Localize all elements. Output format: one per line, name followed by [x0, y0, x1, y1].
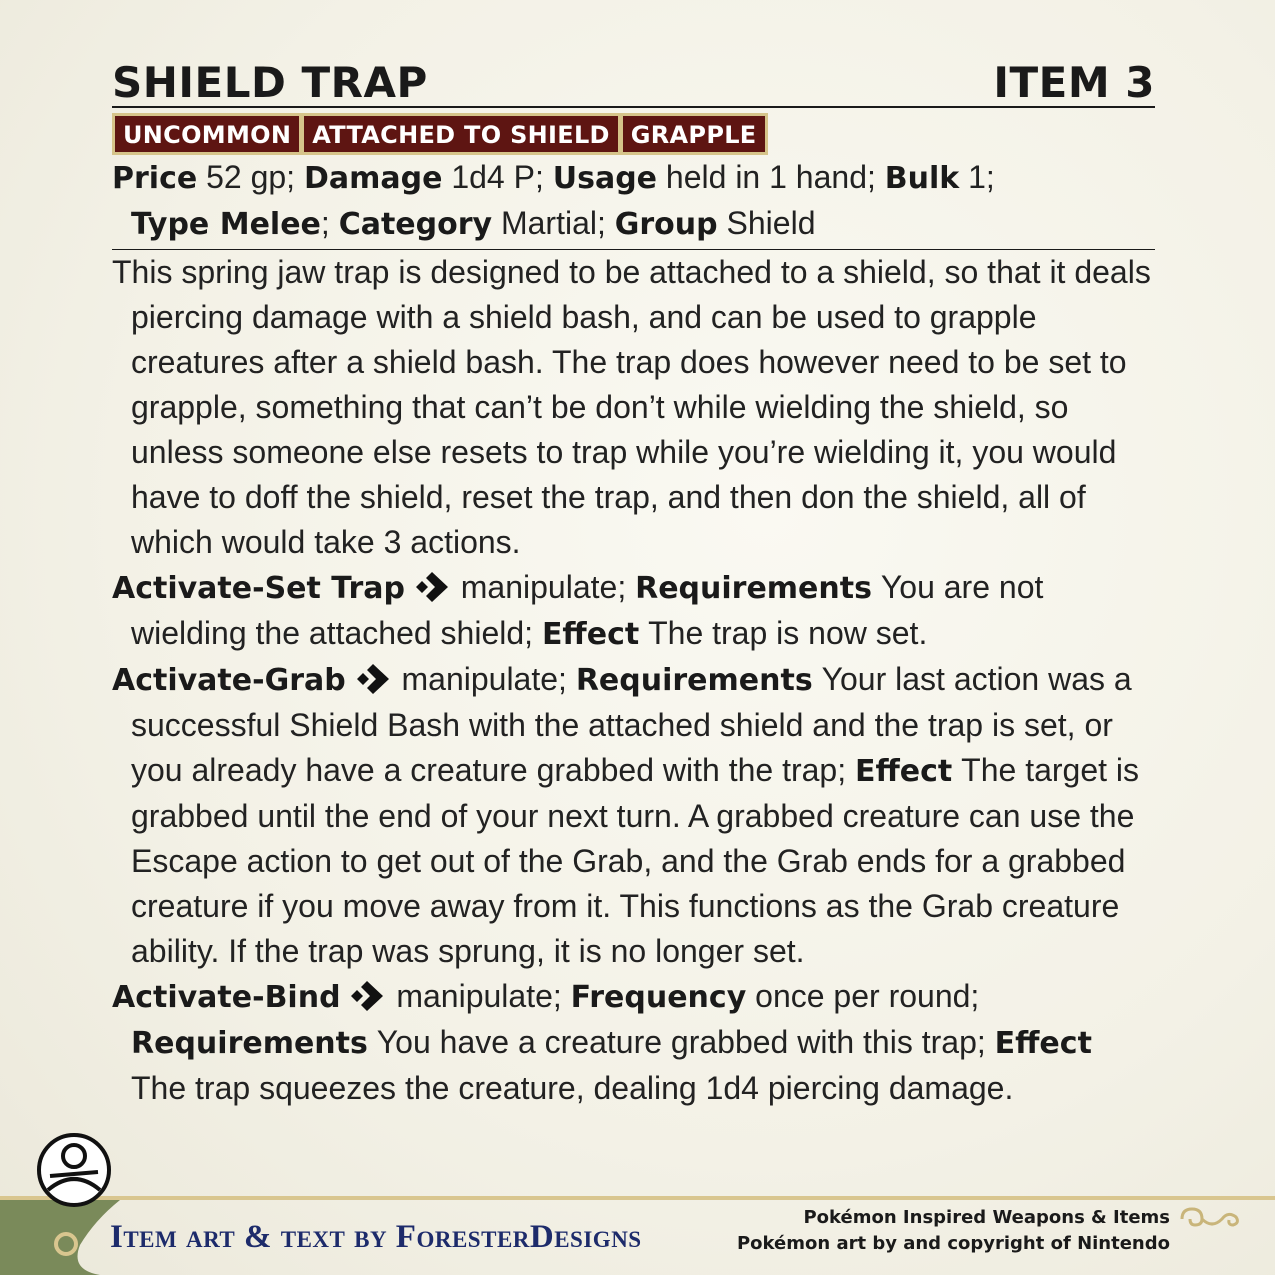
user-avatar-icon	[36, 1132, 112, 1208]
item-stat-block	[112, 58, 1155, 1111]
author-credit: Item art & text by ForesterDesigns	[110, 1219, 642, 1255]
single-action-icon	[355, 662, 393, 696]
category-value: Martial;	[500, 205, 606, 241]
effect-label: Effect	[855, 754, 953, 789]
activation-name: Activate-Bind	[112, 980, 341, 1015]
activation-grab	[112, 657, 1155, 974]
damage-value: 1d4 P;	[451, 159, 544, 195]
activation-name: Activate-Set Trap	[112, 571, 405, 606]
activation-trait: manipulate;	[401, 661, 567, 697]
copyright-line: Pokémon art by and copyright of Nintendo	[736, 1233, 1170, 1254]
effect-label: Effect	[541, 617, 640, 652]
effect-text: The target is grabbed until the end of your next turn. A grabbed creature can use the Escape action to get out of the Grab, and the Grab ends for a grabbed creature if you move away from it. This functions as the Grab creature ability. If the trap was sprung, it is no longer set.	[131, 752, 1140, 969]
price-value: 52 gp;	[206, 159, 296, 195]
type-separator: ;	[320, 205, 330, 241]
effect-text: The trap is now set.	[648, 615, 928, 651]
group-value: Shield	[726, 205, 816, 241]
usage-value: held in 1 hand;	[665, 159, 876, 195]
trait-list	[112, 113, 768, 155]
trait-attached: ATTACHED TO SHIELD	[304, 116, 618, 152]
series-credit	[737, 1205, 1170, 1257]
effect-text: The trap squeezes the creature, dealing 1d4 piercing damage.	[131, 1070, 1014, 1106]
trait-uncommon: UNCOMMON	[115, 116, 299, 152]
frequency-label: Frequency	[570, 980, 747, 1015]
damage-label: Damage	[303, 161, 443, 196]
requirements-label: Requirements	[635, 571, 872, 606]
requirements-text: You are not wielding the attached shield;	[131, 569, 1044, 651]
requirements-label: Requirements	[575, 663, 813, 698]
series-title: Pokémon Inspired Weapons & Items	[803, 1207, 1170, 1228]
activation-trait: manipulate;	[396, 978, 562, 1014]
swirl-ornament-icon	[1178, 1205, 1242, 1233]
title-row	[112, 58, 1155, 108]
activation-name: Activate-Grab	[112, 663, 346, 698]
item-title: SHIELD TRAP	[112, 58, 428, 107]
requirements-text: You have a creature grabbed with this trap;	[376, 1024, 986, 1060]
bulk-label: Bulk	[884, 161, 960, 196]
effect-label: Effect	[994, 1026, 1092, 1061]
bulk-value: 1;	[968, 159, 995, 195]
group-label: Group	[614, 207, 718, 242]
green-banner-ornament	[0, 1200, 120, 1275]
item-description: This spring jaw trap is designed to be attached to a shield, so that it deals piercing damage with a shield bash, and can be used to grapple creatures after a shield bash. The trap does however need to be set to grapple, something that can’t be don’t while wielding the shield, so unless someone else resets to trap while you’re wielding it, you would have to doff the shield, reset the trap, and then don the shield, all of which would take 3 actions.	[112, 254, 1151, 560]
footer-divider	[0, 1196, 1275, 1200]
price-label: Price	[112, 161, 198, 196]
usage-label: Usage	[552, 161, 658, 196]
frequency-text: once per round;	[755, 978, 980, 1014]
item-level: ITEM 3	[993, 58, 1155, 107]
single-action-icon	[414, 570, 452, 604]
single-action-icon	[349, 979, 387, 1013]
trait-grapple: GRAPPLE	[623, 116, 765, 152]
activation-bind	[112, 974, 1155, 1111]
requirements-label: Requirements	[131, 1026, 368, 1061]
activation-list	[112, 565, 1155, 1111]
activation-trait: manipulate;	[460, 569, 627, 605]
stats-block	[112, 155, 1155, 250]
activation-set-trap	[112, 565, 1155, 657]
requirements-text: Your last action was a successful Shield Bash with the attached shield and the trap is set, or you already have a creature grabbed with the trap;	[131, 661, 1132, 788]
type-label: Type Melee	[131, 207, 321, 242]
category-label: Category	[338, 207, 493, 242]
